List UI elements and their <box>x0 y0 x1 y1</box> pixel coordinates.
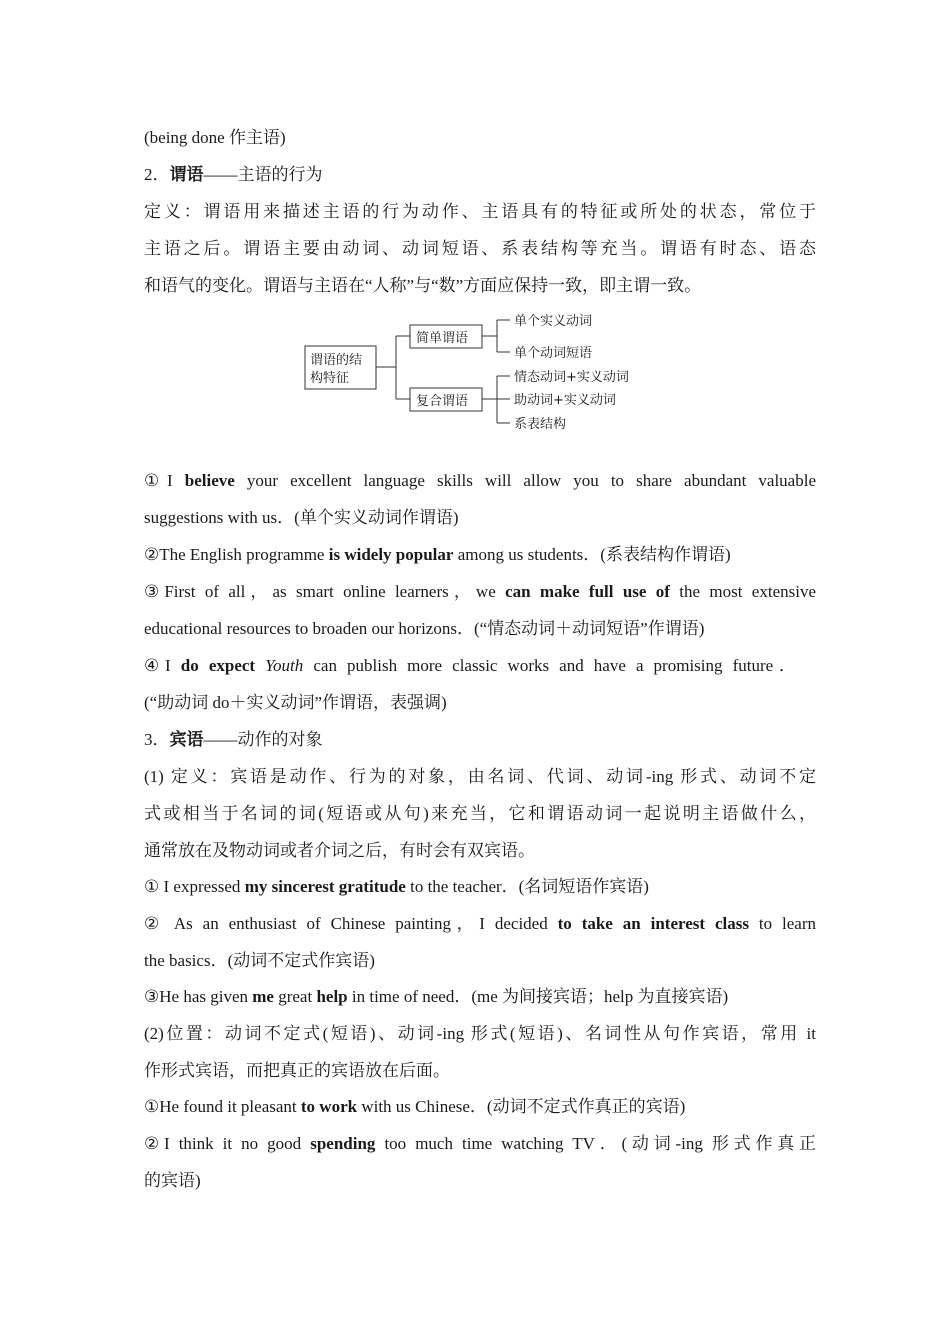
text-span: suggestions with us．(单个实义动词作谓语) <box>144 508 459 527</box>
leaf-single-phrase: 单个动词短语 <box>514 346 593 361</box>
section-term: 谓语 <box>169 165 204 184</box>
text-span: in time of need．(me 为间接宾语；help 为直接宾语) <box>347 987 729 1006</box>
text-span: your excellent language skills will allow you to share abundant valuable <box>234 471 816 490</box>
text-span: ②The English programme <box>144 545 329 564</box>
text-span: can publish more classic works and have a promising future． <box>303 656 796 675</box>
text-span: 的宾语) <box>144 1171 201 1190</box>
text-span: ①He found it pleasant <box>144 1097 301 1116</box>
highlight-term: to take an interest class <box>557 914 749 933</box>
example-line <box>144 876 816 898</box>
highlight-term: is widely popular <box>328 545 454 564</box>
text-span: 式或相当于名词的词(短语或从句)来充当，它和谓语动词一起说明主语做什么， <box>144 804 816 823</box>
section-heading-predicate <box>144 164 816 186</box>
section-subtitle: ——主语的行为 <box>203 165 323 184</box>
text-span: the basics．(动词不定式作宾语) <box>144 951 375 970</box>
text-span: 通常放在及物动词或者介词之后，有时会有双宾语。 <box>144 841 535 860</box>
paragraph-line <box>144 1023 816 1045</box>
example-line <box>144 1133 816 1155</box>
predicate-structure-diagram <box>300 306 660 436</box>
root-label-line2: 构特征 <box>310 371 350 386</box>
paragraph-line <box>144 275 816 297</box>
paragraph-line <box>144 201 816 223</box>
example-line <box>144 692 816 714</box>
section-subtitle: ——动作的对象 <box>203 730 323 749</box>
highlight-term: me <box>252 987 274 1006</box>
root-label-line1: 谓语的结 <box>310 353 363 368</box>
section-term: 宾语 <box>169 730 204 749</box>
text-span: ②I think it no good <box>144 1134 311 1153</box>
leaf-single-verb: 单个实义动词 <box>514 314 593 329</box>
text-span: ③He has given <box>144 987 253 1006</box>
example-line <box>144 913 816 935</box>
leaf-auxiliary-verb: 助动词+实义动词 <box>514 393 616 408</box>
italic-title: Youth <box>255 656 304 675</box>
paragraph-line <box>144 840 816 862</box>
text-span: the most extensive <box>669 582 816 601</box>
example-line <box>144 470 816 492</box>
text-span: to the teacher．(名词短语作宾语) <box>405 877 649 896</box>
highlight-term: spending <box>310 1134 376 1153</box>
example-line <box>144 618 816 640</box>
text-span: too much time watching TV．(动词-ing 形式作真正 <box>375 1134 817 1153</box>
text-span: (being done 作主语) <box>144 128 286 147</box>
text-span: among us students．(系表结构作谓语) <box>453 545 731 564</box>
highlight-term: my sincerest gratitude <box>244 877 406 896</box>
highlight-term: believe <box>184 471 235 490</box>
paragraph-line <box>144 766 816 788</box>
leaf-modal-verb: 情态动词+实义动词 <box>514 370 629 385</box>
text-span: ④I <box>144 656 181 675</box>
text-span: ② As an enthusiast of Chinese painting，I decided <box>144 914 558 933</box>
example-line <box>144 655 796 677</box>
paragraph-line <box>144 127 816 149</box>
highlight-term: can make full use of <box>505 582 670 601</box>
example-line <box>144 507 816 529</box>
text-span: ③First of all，as smart online learners，we <box>144 582 506 601</box>
example-line <box>144 950 816 972</box>
text-span: 主语之后。谓语主要由动词、动词短语、系表结构等充当。谓语有时态、语态 <box>144 239 816 258</box>
text-span: (2)位置：动词不定式(短语)、动词-ing 形式(短语)、名词性从句作宾语，常用 it <box>144 1024 816 1043</box>
example-line <box>144 1096 816 1118</box>
root-bracket <box>376 336 410 399</box>
example-line <box>144 544 816 566</box>
text-span: ①I <box>144 471 185 490</box>
text-span: educational resources to broaden our horizons．(“情态动词＋动词短语”作谓语) <box>144 619 705 638</box>
text-span: 作形式宾语，而把真正的宾语放在后面。 <box>144 1061 450 1080</box>
paragraph-line <box>144 803 816 825</box>
simple-predicate-label: 简单谓语 <box>416 331 469 346</box>
paragraph-line <box>144 238 816 260</box>
section-number: 3． <box>144 730 170 749</box>
highlight-term: do expect <box>180 656 256 675</box>
text-span: with us Chinese．(动词不定式作真正的宾语) <box>357 1097 686 1116</box>
example-line <box>144 1170 816 1192</box>
text-span: to learn <box>748 914 816 933</box>
paragraph-line <box>144 1060 816 1082</box>
text-span: 和语气的变化。谓语与主语在“人称”与“数”方面应保持一致，即主谓一致。 <box>144 276 702 295</box>
section-heading-object <box>144 729 816 751</box>
text-span: (1) 定义：宾语是动作、行为的对象，由名词、代词、动词-ing 形式、动词不定 <box>144 767 816 786</box>
text-span: (“助动词 do＋实义动词”作谓语，表强调) <box>144 693 447 712</box>
example-line <box>144 986 816 1008</box>
highlight-term: help <box>316 987 348 1006</box>
text-span: ① I expressed <box>144 877 245 896</box>
compound-predicate-label: 复合谓语 <box>416 394 469 409</box>
compound-bracket <box>482 376 510 423</box>
text-span: 定义：谓语用来描述主语的行为动作、主语具有的特征或所处的状态，常位于 <box>144 202 816 221</box>
text-span: great <box>273 987 317 1006</box>
example-line <box>144 581 816 603</box>
leaf-linking-structure: 系表结构 <box>514 417 567 432</box>
highlight-term: to work <box>300 1097 358 1116</box>
simple-bracket <box>482 320 510 352</box>
section-number: 2． <box>144 165 170 184</box>
